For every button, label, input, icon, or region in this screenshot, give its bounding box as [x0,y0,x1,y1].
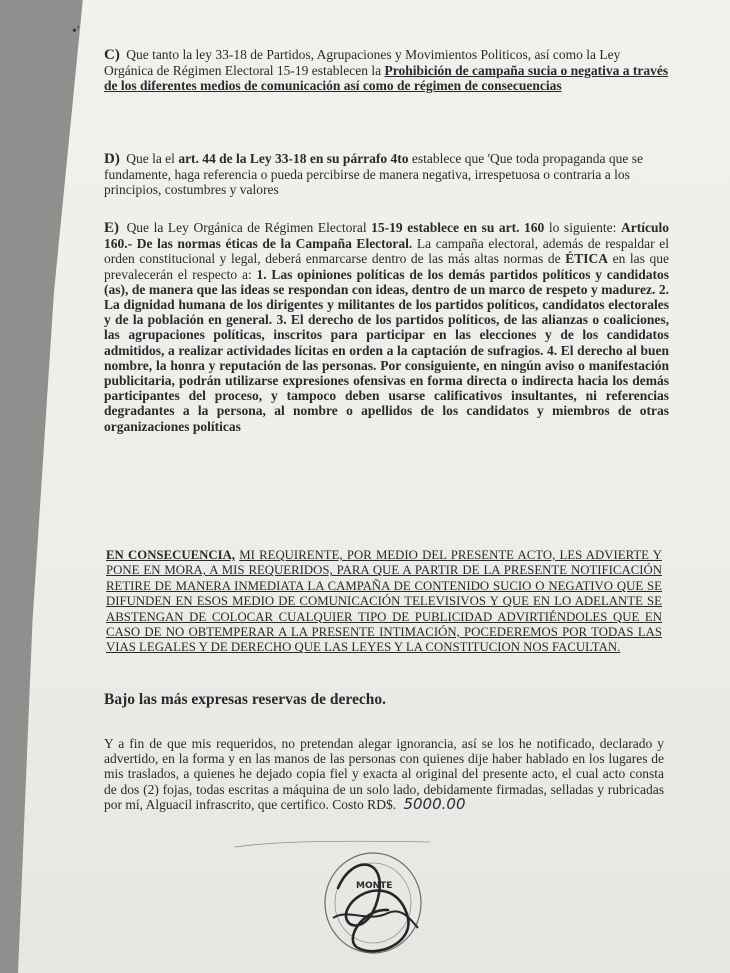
section-e-text-3: La campaña electoral, además de respaldar el orden constitucional y legal, deberá enmarcarse dentro de las más altas normas de [104,236,670,267]
seal-text: MONTE [356,881,393,891]
section-e-text-2: lo siguiente: [548,220,617,235]
section-d [104,151,670,198]
section-c-text: Que tanto la ley 33-18 de Partidos, Agrupaciones y Movimientos Politicos, así como la Ley Orgánica de Régimen Electoral 15-19 establecen la [104,47,621,79]
reservas-heading: Bajo las más expresas reservas de derecho. [104,691,386,708]
section-c [104,47,670,94]
consecuencia-paragraph [106,548,662,656]
section-c-label: C) [104,47,120,63]
section-d-text-2: establece que 'Que toda propaganda que se fundamente, haga referencia o pueda percibirse de manera negativa, irrespetuosa o contraria a los principios, costumbres y valores [104,151,644,198]
section-e [104,220,669,434]
section-d-label: D) [104,151,120,167]
section-d-article: art. 44 de la Ley 33-18 en su párrafo 4to [178,151,409,166]
section-e-etica: ÉTICA [565,251,608,267]
section-e-norms: 1. Las opiniones políticas de los demás partidos políticos y candidatos (as), de manera que las ideas se respondan con ideas, dentro de un marco de respeto y madurez. 2. La dignidad humana de los dirigentes y militantes de los partidos políticos, candidatos electorales y de la población en general. 3. El derecho de los partidos políticos, de las alianzas o coaliciones, las agrupaciones políticas, inscritos para participar en las elecciones y de los candidatos admitidos, a realizar actividades lícitas en orden a la captación de sufragios. 4. El derecho al buen nombre, la honra y reputación de las personas. Por consiguiente, en ningún aviso o manifestación publicitaria, podrán utilizarse expresiones ofensivas en forma directa o indirecta hacia los demás participantes del proceso, y tampoco deben usarse calificativos insultantes, ni referencias degradantes a la persona, al nombre o apellidos de los candidatos y miembros de otras organizaciones políticas [104,266,670,434]
section-e-article-title: Artículo 160.- De las normas éticas de la Campaña Electoral. [104,220,669,252]
section-d-text-1: Que la el [126,151,175,166]
handwritten-cost: 5000.00 [403,794,466,813]
ink-mark: •' [72,24,80,39]
consecuencia-heading: EN CONSECUENCIA, [106,548,236,562]
closing-text: Y a fin de que mis requeridos, no pretendan alegar ignorancia, así se los he notificado, declarado y advertido, en la forma y en las manos de las personas con quienes dije haber hablado en los lugares de mis traslados, a quienes he dejado copia fiel y exacta al original del presente acto, el cual acto consta de dos (2) fojas, todas escritas a máquina de un solo lado, debidamente firmadas, selladas y rubricadas por mí, Alguacil infrascrito, que certifico. Costo RD$. [104,736,664,812]
section-c-emphasis: Prohibición de campaña sucia o negativa a través de los diferentes medios de comunicación así como de régimen de consecuencias [104,63,669,94]
section-e-article-ref: 15-19 establece en su art. 160 [371,220,545,235]
section-e-label: E) [104,220,119,236]
official-seal [318,848,428,973]
section-e-text-1: Que la Ley Orgánica de Régimen Electoral [126,220,367,235]
closing-paragraph [104,736,664,812]
section-e-text-4: en las que prevalecerán el respecto a: [104,251,670,282]
consecuencia-body: MI REQUIRENTE, POR MEDIO DEL PRESENTE ACTO, LES ADVIERTE Y PONE EN MORA, A MIS REQUERIDOS, PARA QUE A PARTIR DE LA PRESENTE NOTIFICACIÓN RETIRE DE MANERA INMEDIATA LA CAMPAÑA DE CONTENIDO SUCIO O NEGATIVO QUE SE DIFUNDEN EN ESOS MEDIO DE COMUNICACIÓN TELEVISIVOS Y QUE EN LO ADELANTE SE ABSTENGAN DE COLOCAR CUALQUIER TIPO DE PUBLICIDAD ADVIRTIÉNDOLES QUE EN CASO DE NO OBTEMPERAR A LA PRESENTE INTIMACIÓN, POCEDEREMOS POR TODAS LAS VIAS LEGALES Y DE DERECHO QUE LAS LEYES Y LA CONSTITUCION NOS FACULTAN. [106,548,662,655]
